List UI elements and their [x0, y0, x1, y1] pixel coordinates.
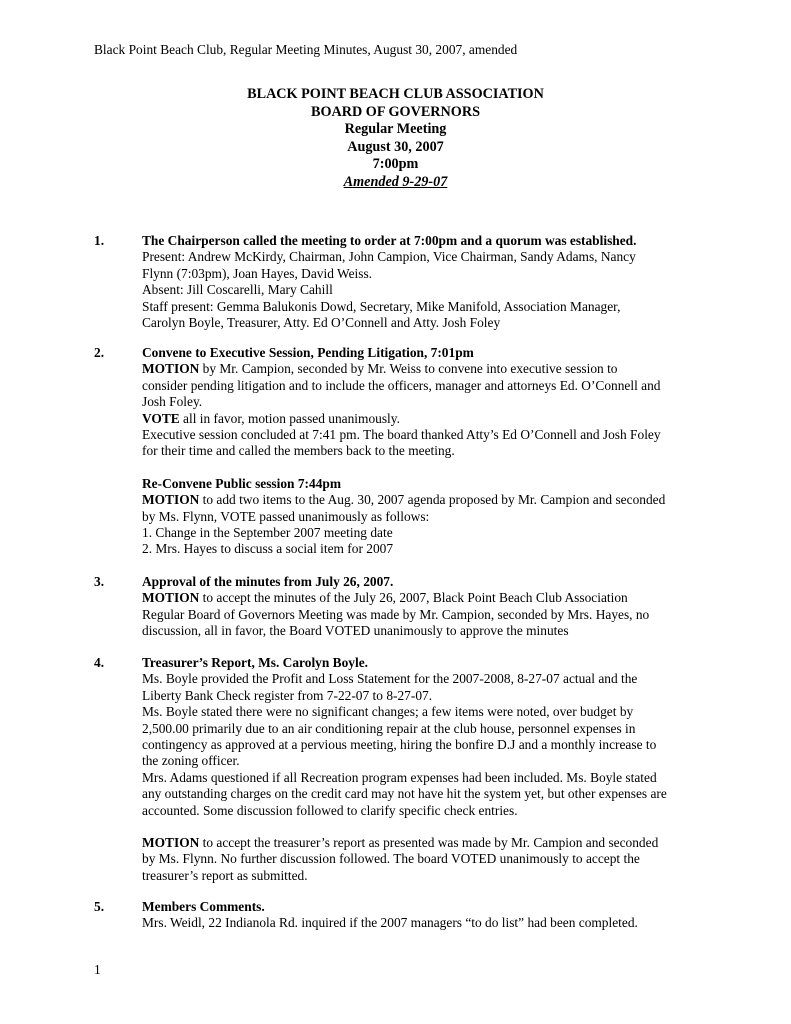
motion-paragraph	[142, 835, 714, 884]
section-number: 1.	[94, 233, 105, 248]
section-3	[94, 574, 714, 640]
text-line: by Ms. Flynn, VOTE passed unanimously as follows:	[142, 508, 430, 524]
text-line: Carolyn Boyle, Treasurer, Atty. Ed O’Connell and Atty. Josh Foley	[142, 315, 501, 331]
text-line: Executive session concluded at 7:41 pm. The board thanked Atty’s Ed O’Connell and Josh Foley	[142, 427, 661, 443]
text-line: Josh Foley.	[142, 394, 203, 410]
motion-keyword: MOTION	[142, 492, 200, 508]
text-line	[142, 590, 714, 606]
text-line: Absent: Jill Coscarelli, Mary Cahill	[142, 282, 333, 298]
section-number: 2.	[94, 345, 105, 360]
text-line: any outstanding charges on the credit card may not have hit the system yet, but other expenses are	[142, 786, 667, 802]
text-line: Regular Board of Governors Meeting was made by Mr. Campion, seconded by Mrs. Hayes, no	[142, 606, 650, 622]
text-line	[142, 492, 714, 508]
motion-keyword: MOTION	[142, 590, 200, 606]
text-line: the zoning officer.	[142, 753, 240, 769]
vote-keyword: VOTE	[142, 410, 180, 426]
text-span: to accept the treasurer’s report as presented was made by Mr. Campion and seconded	[199, 835, 659, 851]
text-span: all in favor, motion passed unanimously.	[179, 410, 400, 426]
text-line: Staff present: Gemma Balukonis Dowd, Secretary, Mike Manifold, Association Manager,	[142, 298, 621, 314]
running-header: Black Point Beach Club, Regular Meeting Minutes, August 30, 2007, amended	[94, 42, 518, 57]
text-line	[142, 411, 714, 427]
meeting-date: August 30, 2007	[347, 138, 444, 155]
text-line: contingency as approved at a pervious meeting, hiring the bonfire D.J and a monthly increase to	[142, 737, 657, 753]
section-heading: Convene to Executive Session, Pending Litigation, 7:01pm	[142, 345, 474, 360]
section-heading: The Chairperson called the meeting to order at 7:00pm and a quorum was established.	[142, 233, 637, 248]
text-line: Flynn (7:03pm), Joan Hayes, David Weiss.	[142, 265, 373, 281]
text-line: discussion, all in favor, the Board VOTED unanimously to approve the minutes	[142, 623, 569, 639]
amended-note: Amended 9-29-07	[343, 173, 448, 190]
motion-keyword: MOTION	[142, 835, 200, 851]
text-line: Ms. Boyle stated there were no significant changes; a few items were noted, over budget by	[142, 704, 634, 720]
text-span: to add two items to the Aug. 30, 2007 agenda proposed by Mr. Campion and seconded	[199, 492, 666, 508]
section-number: 3.	[94, 574, 105, 589]
text-line	[142, 835, 714, 851]
section-4	[94, 655, 714, 884]
text-line: Liberty Bank Check register from 7-22-07 to 8-27-07.	[142, 687, 433, 703]
text-span: by Mr. Campion, seconded by Mr. Weiss to convene into executive session to	[199, 361, 618, 377]
text-line	[142, 361, 714, 377]
section-heading: Approval of the minutes from July 26, 2007.	[142, 574, 394, 589]
board-name: BOARD OF GOVERNORS	[311, 103, 480, 120]
list-item: 1. Change in the September 2007 meeting date	[142, 525, 393, 541]
text-line: Ms. Boyle provided the Profit and Loss Statement for the 2007-2008, 8-27-07 actual and the	[142, 671, 638, 687]
page-number: 1	[94, 962, 101, 977]
text-line: 2,500.00 primarily due to an air conditioning repair at the club house, personnel expenses in	[142, 720, 636, 736]
sub-heading: Re-Convene Public session 7:44pm	[142, 475, 342, 491]
meeting-type: Regular Meeting	[344, 121, 447, 138]
org-name: BLACK POINT BEACH CLUB ASSOCIATION	[247, 86, 544, 102]
section-number: 5.	[94, 899, 105, 914]
text-line: accounted. Some discussion followed to clarify specific check entries.	[142, 802, 518, 818]
motion-keyword: MOTION	[142, 361, 200, 377]
section-number: 4.	[94, 655, 105, 670]
meeting-time: 7:00pm	[372, 156, 419, 173]
text-line: Mrs. Weidl, 22 Indianola Rd. inquired if the 2007 managers “to do list” had been completed.	[142, 915, 638, 931]
list-item: 2. Mrs. Hayes to discuss a social item for 2007	[142, 541, 394, 557]
section-1	[94, 233, 714, 331]
text-line: for their time and called the members back to the meeting.	[142, 443, 455, 459]
section-5	[94, 899, 714, 932]
text-line: by Ms. Flynn. No further discussion followed. The board VOTED unanimously to accept the	[142, 851, 640, 867]
section-2	[94, 345, 714, 558]
title-block	[0, 86, 791, 192]
text-line: Present: Andrew McKirdy, Chairman, John Campion, Vice Chairman, Sandy Adams, Nancy	[142, 249, 636, 265]
reconvene-block	[142, 476, 714, 558]
text-line: consider pending litigation and to include the officers, manager and attorneys Ed. O’Connell and	[142, 377, 661, 393]
section-heading: Treasurer’s Report, Ms. Carolyn Boyle.	[142, 655, 368, 670]
text-line: Mrs. Adams questioned if all Recreation program expenses had been included. Ms. Boyle stated	[142, 769, 657, 785]
text-line: treasurer’s report as submitted.	[142, 867, 308, 883]
text-span: to accept the minutes of the July 26, 2007, Black Point Beach Club Association	[199, 590, 628, 606]
section-heading: Members Comments.	[142, 899, 265, 914]
